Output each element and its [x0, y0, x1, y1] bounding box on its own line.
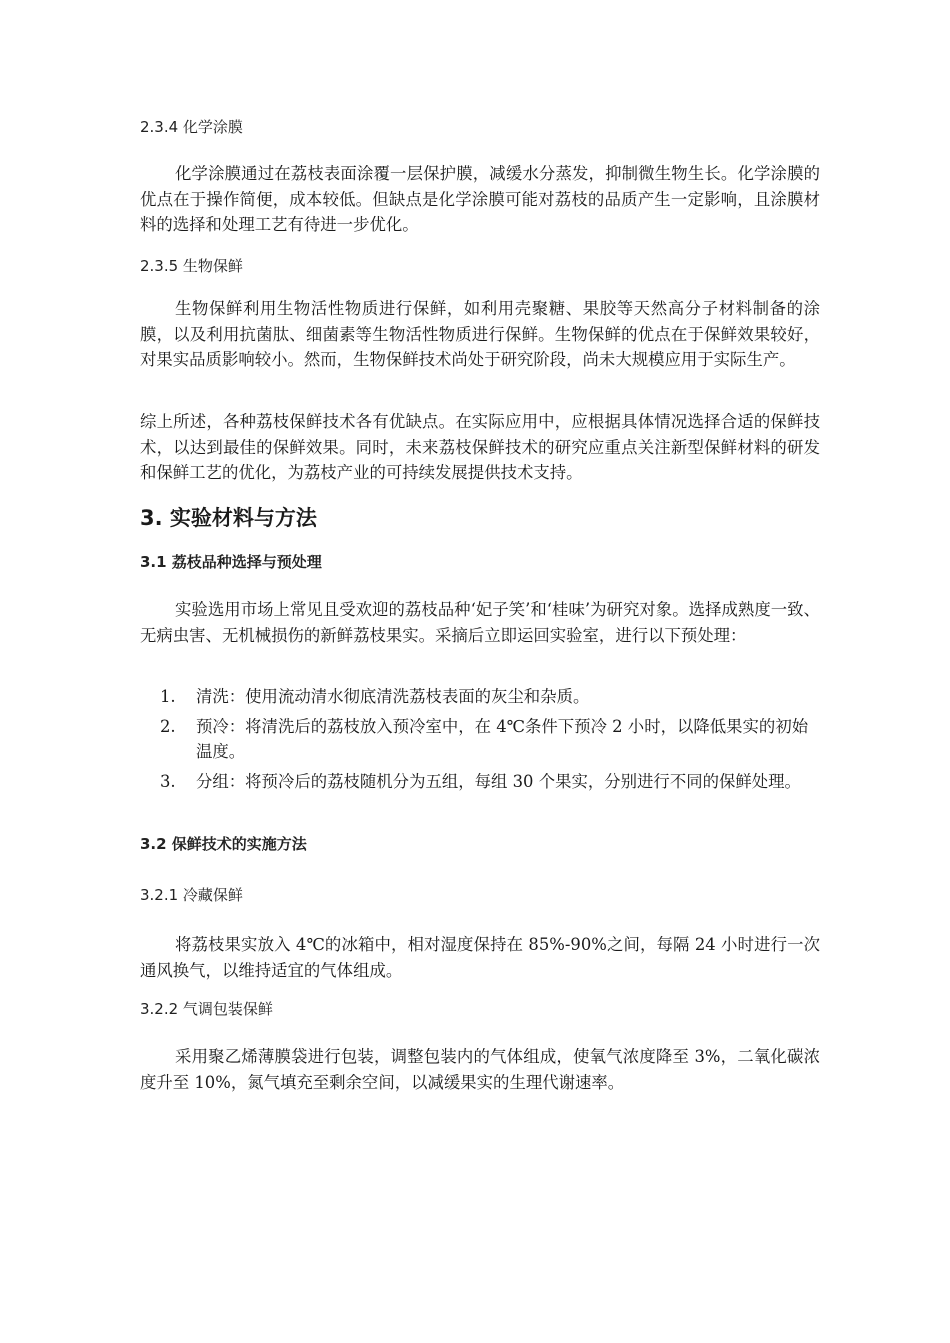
- heading-3-2-1: 3.2.1 冷藏保鲜: [140, 886, 243, 904]
- list-item: [140, 714, 820, 765]
- paragraph-chemical-coating: 化学涂膜通过在荔枝表面涂覆一层保护膜，减缓水分蒸发，抑制微生物生长。化学涂膜的优点在于操作简便，成本较低。但缺点是化学涂膜可能对荔枝的品质产生一定影响，且涂膜材料的选择和处理工艺有待进一步优化。: [140, 164, 820, 234]
- paragraph-variety-selection: 实验选用市场上常见且受欢迎的荔枝品种‘妃子笑’和‘桂味’为研究对象。选择成熟度一致、无病虫害、无机械损伤的新鲜荔枝果实。采摘后立即运回实验室，进行以下预处理：: [140, 600, 820, 645]
- pretreatment-steps-list: [140, 684, 820, 798]
- list-item-text: 分组：将预冷后的荔枝随机分为五组，每组 30 个果实，分别进行不同的保鲜处理。: [196, 771, 801, 791]
- list-item-text: 预冷：将清洗后的荔枝放入预冷室中，在 4℃条件下预冷 2 小时，以降低果实的初始温度。: [196, 716, 809, 761]
- paragraph-biological-preservation: 生物保鲜利用生物活性物质进行保鲜，如利用壳聚糖、果胶等天然高分子材料制备的涂膜，以及利用抗菌肽、细菌素等生物活性物质进行保鲜。生物保鲜的优点在于保鲜效果较好，对果实品质影响较小。然而，生物保鲜技术尚处于研究阶段，尚未大规模应用于实际生产。: [140, 299, 820, 369]
- list-item: [140, 684, 820, 710]
- heading-3-2: 3.2 保鲜技术的实施方法: [140, 835, 307, 853]
- paragraph-summary: 综上所述，各种荔枝保鲜技术各有优缺点。在实际应用中，应根据具体情况选择合适的保鲜技术，以达到最佳的保鲜效果。同时，未来荔枝保鲜技术的研究应重点关注新型保鲜材料的研发和保鲜工艺的优化，为荔枝产业的可持续发展提供技术支持。: [140, 412, 820, 482]
- heading-2-3-4: 2.3.4 化学涂膜: [140, 118, 243, 136]
- paragraph-modified-atmosphere: 采用聚乙烯薄膜袋进行包装，调整包装内的气体组成，使氧气浓度降至 3%，二氧化碳浓度升至 10%，氮气填充至剩余空间，以减缓果实的生理代谢速率。: [140, 1047, 820, 1092]
- list-item-text: 清洗：使用流动清水彻底清洗荔枝表面的灰尘和杂质。: [196, 687, 590, 706]
- heading-2-3-5: 2.3.5 生物保鲜: [140, 257, 243, 275]
- list-item-number: 2.: [160, 716, 176, 736]
- list-item-number: 3.: [160, 771, 176, 791]
- list-item: [140, 769, 820, 795]
- list-item-number: 1.: [160, 687, 176, 706]
- heading-3: 3. 实验材料与方法: [140, 506, 317, 530]
- heading-3-1: 3.1 荔枝品种选择与预处理: [140, 553, 322, 571]
- paragraph-cold-storage: 将荔枝果实放入 4℃的冰箱中，相对湿度保持在 85%-90%之间，每隔 24 小时进行一次通风换气，以维持适宜的气体组成。: [140, 935, 820, 980]
- heading-3-2-2: 3.2.2 气调包装保鲜: [140, 1000, 273, 1018]
